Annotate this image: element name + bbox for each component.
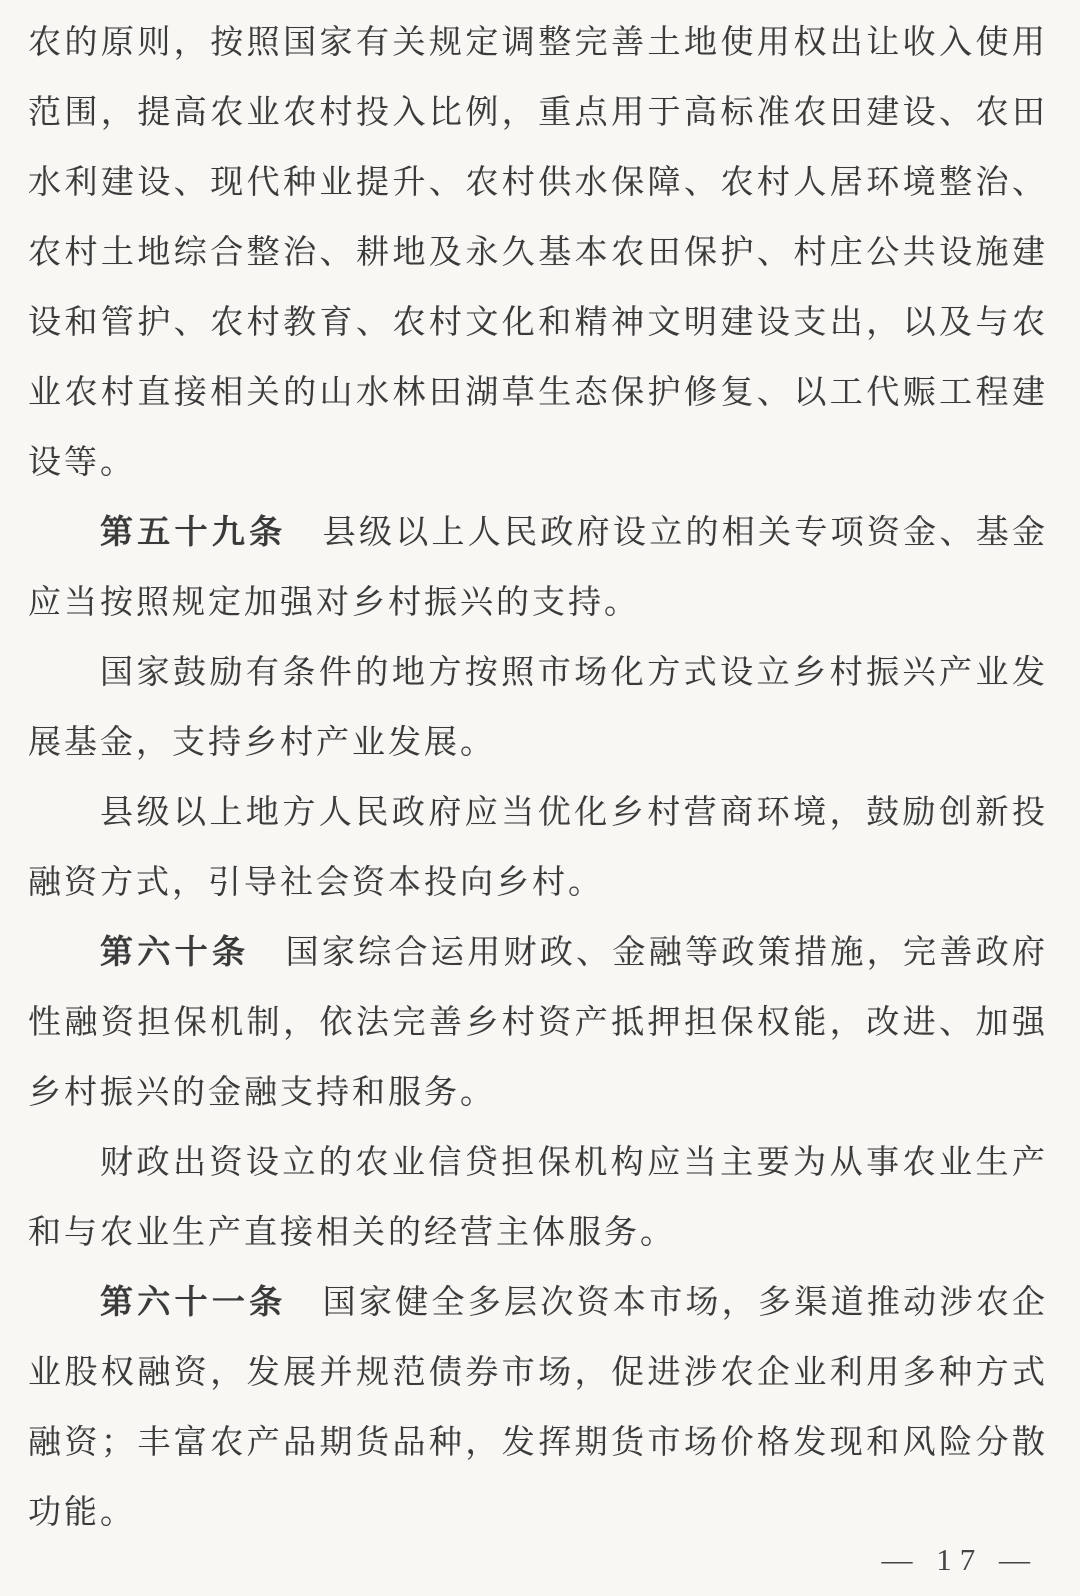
article-number: 第六十一条 bbox=[100, 1285, 287, 1321]
line-text: 国家鼓励有条件的地方按照市场化方式设立乡村振兴产业发 bbox=[100, 655, 1048, 691]
text-line bbox=[28, 1268, 1048, 1338]
text-line bbox=[28, 1338, 1048, 1408]
text-line bbox=[28, 1058, 1048, 1128]
line-text: 乡村振兴的金融支持和服务。 bbox=[28, 1075, 496, 1111]
line-text: 农的原则，按照国家有关规定调整完善土地使用权出让收入使用 bbox=[28, 25, 1048, 61]
text-line bbox=[28, 358, 1048, 428]
line-text: 县级以上人民政府设立的相关专项资金、基金 bbox=[322, 515, 1049, 551]
line-text: 水利建设、现代种业提升、农村供水保障、农村人居环境整治、 bbox=[28, 165, 1048, 201]
text-line bbox=[28, 148, 1048, 218]
line-text: 业农村直接相关的山水林田湖草生态保护修复、以工代赈工程建 bbox=[28, 375, 1048, 411]
line-text: 财政出资设立的农业信贷担保机构应当主要为从事农业生产 bbox=[100, 1145, 1048, 1181]
text-line bbox=[28, 1128, 1048, 1198]
line-text: 融资；丰富农产品期货品种，发挥期货市场价格发现和风险分散 bbox=[28, 1425, 1048, 1461]
text-line bbox=[28, 498, 1048, 568]
page-number: — 17 — bbox=[881, 1542, 1038, 1577]
line-text: 性融资担保机制，依法完善乡村资产抵押担保权能，改进、加强 bbox=[28, 1005, 1048, 1041]
text-line bbox=[28, 1408, 1048, 1478]
line-text: 融资方式，引导社会资本投向乡村。 bbox=[28, 865, 604, 901]
text-line bbox=[28, 778, 1048, 848]
line-text: 农村土地综合整治、耕地及永久基本农田保护、村庄公共设施建 bbox=[28, 235, 1048, 271]
text-line bbox=[28, 708, 1048, 778]
text-line bbox=[28, 218, 1048, 288]
line-text: 和与农业生产直接相关的经营主体服务。 bbox=[28, 1215, 676, 1251]
line-text: 国家健全多层次资本市场，多渠道推动涉农企 bbox=[322, 1285, 1049, 1321]
line-text: 设和管护、农村教育、农村文化和精神文明建设支出，以及与农 bbox=[28, 305, 1048, 341]
text-line bbox=[28, 568, 1048, 638]
text-line bbox=[28, 78, 1048, 148]
line-text: 国家综合运用财政、金融等政策措施，完善政府 bbox=[285, 935, 1049, 971]
article-number: 第五十九条 bbox=[100, 515, 287, 551]
text-line bbox=[28, 848, 1048, 918]
line-text: 设等。 bbox=[28, 445, 136, 481]
line-text: 县级以上地方人民政府应当优化乡村营商环境，鼓励创新投 bbox=[100, 795, 1048, 831]
text-line bbox=[28, 288, 1048, 358]
line-text: 功能。 bbox=[28, 1495, 136, 1531]
text-line bbox=[28, 988, 1048, 1058]
line-text: 业股权融资，发展并规范债券市场，促进涉农企业利用多种方式 bbox=[28, 1355, 1048, 1391]
text-line bbox=[28, 1198, 1048, 1268]
text-line bbox=[28, 638, 1048, 708]
text-line bbox=[28, 428, 1048, 498]
text-line bbox=[28, 918, 1048, 988]
text-line bbox=[28, 8, 1048, 78]
line-text: 应当按照规定加强对乡村振兴的支持。 bbox=[28, 585, 640, 621]
line-text: 范围，提高农业农村投入比例，重点用于高标准农田建设、农田 bbox=[28, 95, 1048, 131]
article-number: 第六十条 bbox=[100, 935, 250, 971]
text-block bbox=[28, 8, 1048, 1548]
text-line bbox=[28, 1478, 1048, 1548]
line-text: 展基金，支持乡村产业发展。 bbox=[28, 725, 496, 761]
